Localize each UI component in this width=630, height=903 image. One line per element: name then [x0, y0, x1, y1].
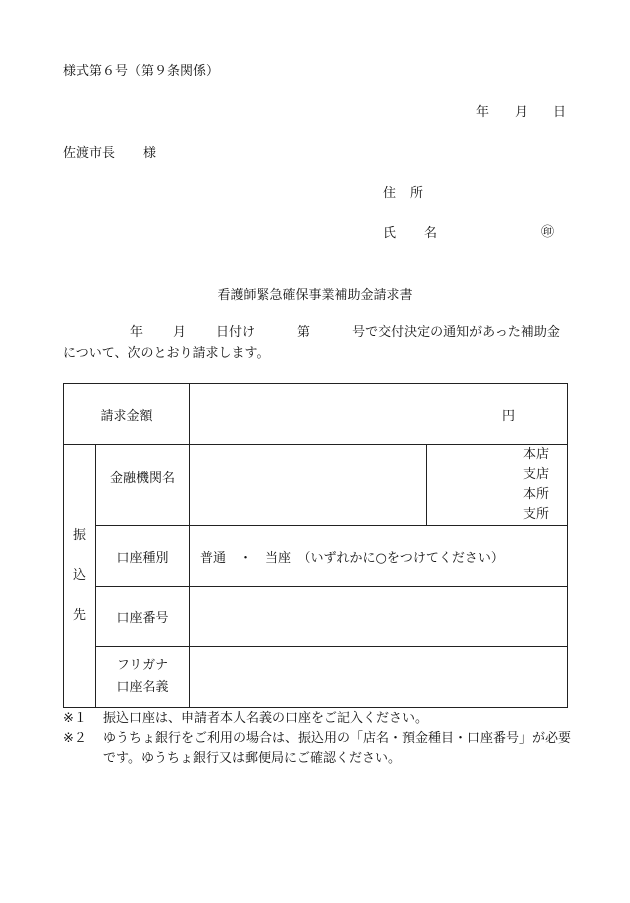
- note-2-text: ゆうちょ銀行をご利用の場合は、振込用の「店名・預金種目・口座番号」が必要です。ゆうちょ銀行又は郵便局にご確認ください。: [103, 731, 572, 766]
- account-type-field[interactable]: 普通 ・ 当座 （いずれかに○をつけてください）: [190, 526, 568, 587]
- note-1-text: 振込口座は、申請者本人名義の口座をご記入ください。: [103, 711, 429, 726]
- transfer-destination-label: [64, 445, 96, 708]
- addressee: 佐渡市長: [63, 146, 116, 161]
- branch-option-shiten: 支店: [523, 467, 550, 482]
- furigana-label: フリガナ: [116, 658, 169, 673]
- intro-year: 年: [130, 325, 144, 340]
- bank-name-field[interactable]: [190, 445, 427, 526]
- date-month-label: 月: [515, 105, 529, 120]
- account-holder-label: 口座名義: [116, 680, 169, 695]
- branch-option-shisho: 支所: [523, 507, 550, 522]
- account-type-row: [64, 526, 568, 587]
- date-year-label: 年: [476, 105, 490, 120]
- intro-day: 日付け: [216, 325, 256, 340]
- address-label-char-1: 住: [383, 186, 397, 201]
- amount-field[interactable]: [190, 384, 568, 445]
- account-number-label: 口座番号: [96, 587, 190, 647]
- address-label-char-2: 所: [410, 186, 424, 201]
- intro-line-1: [130, 326, 560, 339]
- bank-row: [64, 445, 568, 526]
- account-type-label: 口座種別: [96, 526, 190, 587]
- note-1-mark: ※１: [63, 711, 87, 726]
- account-number-row: [64, 587, 568, 647]
- intro-month: 月: [173, 325, 187, 340]
- account-name-row: [64, 647, 568, 708]
- addressee-suffix: 様: [143, 146, 157, 161]
- amount-row: [64, 384, 568, 445]
- intro-number-suffix: 号で交付決定の通知があった補助金: [352, 325, 560, 340]
- bank-name-label: 金融機関名: [96, 445, 190, 526]
- account-name-field[interactable]: [190, 647, 568, 708]
- date-day-label: 日: [553, 105, 567, 120]
- note-2: [63, 729, 573, 769]
- name-label-char-2: 名: [424, 226, 438, 241]
- transfer-label-char-1: 振: [72, 528, 86, 543]
- intro-line-2: について、次のとおり請求します。: [63, 346, 270, 361]
- branch-field[interactable]: [427, 445, 568, 526]
- transfer-label-char-2: 込: [72, 568, 86, 583]
- transfer-label-char-3: 先: [72, 608, 86, 623]
- transfer-form-table: [63, 383, 568, 708]
- branch-option-honten: 本店: [523, 447, 550, 462]
- seal-mark: ㊞: [541, 225, 555, 240]
- notes: [63, 709, 573, 769]
- document-title: 看護師緊急確保事業補助金請求書: [217, 288, 413, 303]
- account-number-field[interactable]: [190, 587, 568, 647]
- note-1: [63, 709, 573, 729]
- amount-unit: 円: [502, 408, 516, 424]
- intro-number-prefix: 第: [297, 325, 311, 340]
- name-label-char-1: 氏: [383, 226, 397, 241]
- account-name-label: [96, 647, 190, 708]
- amount-label: 請求金額: [64, 384, 190, 445]
- branch-option-honsho: 本所: [523, 487, 550, 502]
- note-2-mark: ※２: [63, 731, 87, 746]
- form-number: 様式第６号（第９条関係）: [63, 64, 220, 79]
